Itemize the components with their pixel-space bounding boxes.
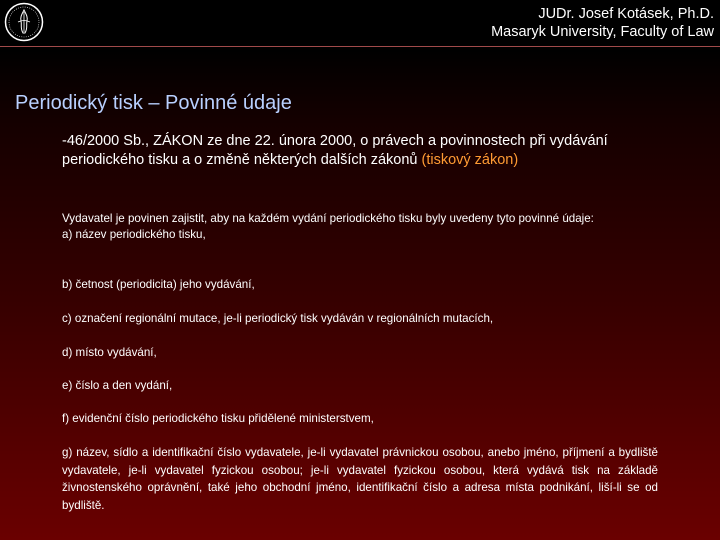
law-short-name: (tiskový zákon)	[421, 152, 519, 168]
slide-title: Periodický tisk – Povinné údaje	[15, 92, 292, 114]
item-d: d) místo vydávání,	[62, 346, 157, 359]
obligations-lead-text: Vydavatel je povinen zajistit, aby na každém vydání periodického tisku byly uvedeny tyto povinné údaje:	[62, 212, 594, 225]
obligations-lead	[62, 211, 658, 243]
item-b: b) četnost (periodicita) jeho vydávání,	[62, 278, 255, 291]
author-info	[491, 5, 714, 41]
university-seal-icon	[4, 2, 44, 42]
author-affiliation: Masaryk University, Faculty of Law	[491, 24, 714, 40]
item-g: g) název, sídlo a identifikační číslo vydavatele, je-li vydavatel právnickou osobou, anebo jméno, příjmení a bydliště vydavatele, je-li vydavatel fyzickou osobou; je-li vydavatel fyzickou osobou, která vydává tisk na základě živnostenského oprávnění, také jeho obchodní jméno, identifikační číslo a adresa místa podnikání, liší-li se od bydliště.	[62, 446, 658, 512]
author-name: JUDr. Josef Kotásek, Ph.D.	[538, 6, 714, 22]
law-reference	[62, 132, 652, 170]
item-f: f) evidenční číslo periodického tisku přidělené ministerstvem,	[62, 412, 374, 425]
header-divider	[0, 46, 720, 47]
law-reference-text: -46/2000 Sb., ZÁKON ze dne 22. února 2000, o právech a povinnostech při vydávání periodického tisku a o změně některých dalších zákonů	[62, 133, 608, 168]
item-c: c) označení regionální mutace, je-li periodický tisk vydáván v regionálních mutacích,	[62, 312, 494, 325]
item-a: a) název periodického tisku,	[62, 228, 206, 241]
item-e: e) číslo a den vydání,	[62, 379, 173, 392]
